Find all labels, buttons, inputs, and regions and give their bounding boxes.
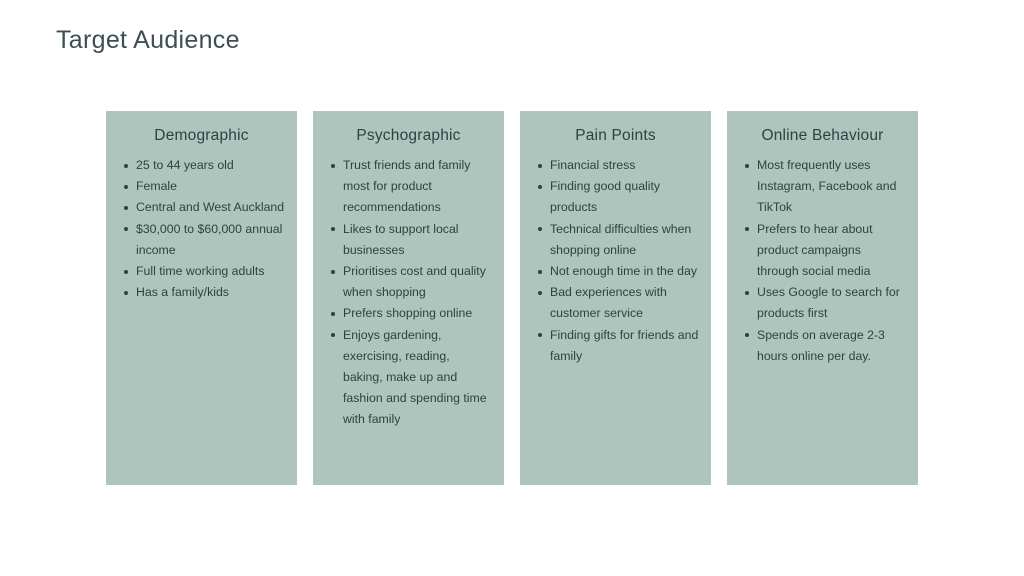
column-card-online-behaviour [727,111,918,485]
list-item: 25 to 44 years old [136,155,285,176]
list-item: Technical difficulties when shopping online [550,219,699,261]
list-item: Likes to support local businesses [343,219,492,261]
list-item: $30,000 to $60,000 annual income [136,219,285,261]
list-item: Most frequently uses Instagram, Facebook and TikTok [757,155,906,219]
list-item: Female [136,176,285,197]
column-card-demographic [106,111,297,485]
list-item: Trust friends and family most for product recommendations [343,155,492,219]
column-list [313,155,504,431]
column-title: Pain Points [575,127,656,144]
page-title: Target Audience [56,26,240,54]
list-item: Prefers shopping online [343,303,492,324]
list-item: Financial stress [550,155,699,176]
column-list [106,155,297,303]
list-item: Finding gifts for friends and family [550,325,699,367]
list-item: Not enough time in the day [550,261,699,282]
column-card-pain-points [520,111,711,485]
column-title: Psychographic [356,127,461,144]
list-item: Bad experiences with customer service [550,282,699,324]
list-item: Spends on average 2-3 hours online per day. [757,325,906,367]
column-list [520,155,711,367]
list-item: Prioritises cost and quality when shopping [343,261,492,303]
list-item: Prefers to hear about product campaigns through social media [757,219,906,283]
column-title: Online Behaviour [761,127,884,144]
list-item: Enjoys gardening, exercising, reading, baking, make up and fashion and spending time with family [343,325,492,431]
list-item: Central and West Auckland [136,197,285,218]
list-item: Has a family/kids [136,282,285,303]
list-item: Finding good quality products [550,176,699,218]
list-item: Full time working adults [136,261,285,282]
column-title: Demographic [154,127,249,144]
column-list [727,155,918,367]
columns-container [106,111,918,485]
list-item: Uses Google to search for products first [757,282,906,324]
column-card-psychographic [313,111,504,485]
